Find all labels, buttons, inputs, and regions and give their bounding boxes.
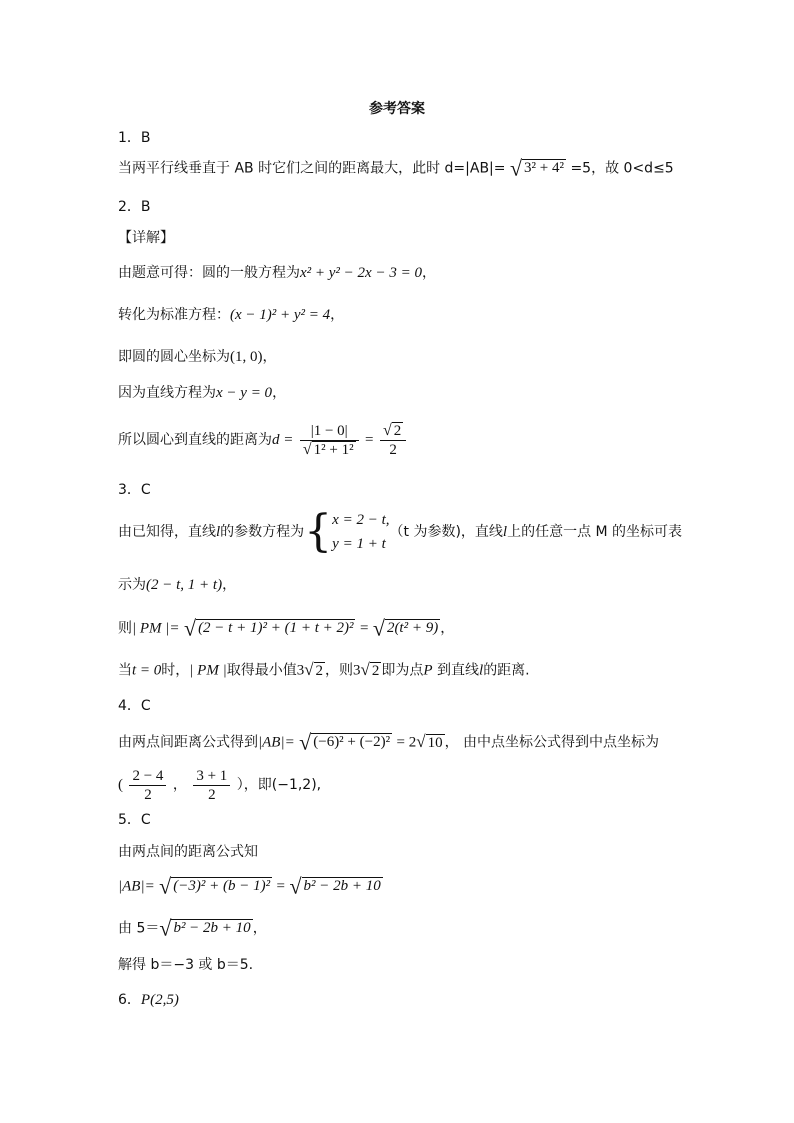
q4-number: 4．C (118, 698, 151, 714)
q2-number: 2．B (118, 199, 151, 215)
q5-line-3: 由 5＝√ b² − 2b + 10 ， (118, 915, 267, 941)
q2-line-1: 由题意可得：圆的一般方程为x² + y² − 2x − 3 = 0， (118, 265, 436, 281)
q3-line-3: 则| PM |= √ (2 − t + 1)² + (1 + t + 2)² = √ 2(t² + 9) ， (118, 615, 455, 641)
q4-line-2: ( $\frac{2 - 4}{2}$ ， $\frac{3 + 1}{2}$ ），即(−1,2), (118, 767, 322, 803)
q3-line-2: 示为(2 − t, 1 + t)， (118, 577, 237, 593)
q4-line-1: 由两点间距离公式得到|AB|= √ (−6)² + (−2)² = 2√ 10 ， 由中点坐标公式得到中点坐标为 (118, 729, 660, 755)
q5-line-4: 解得 b＝−3 或 b＝5. (118, 957, 254, 973)
q5-number: 5．C (118, 812, 151, 828)
q3-line-4: 当t = 0时，| PM |取得最小值3√ 2 ，则3√ 2 即为点P 到直线l的距离. (118, 660, 530, 679)
system-brace: { (304, 506, 333, 557)
q2-line-3: 即圆的圆心坐标为(1, 0)， (118, 349, 277, 365)
q2-detail-header: 【详解】 (118, 230, 174, 246)
q1-result: =5，故 0<d≤5 (570, 160, 674, 177)
q1-number: 1．B (118, 130, 151, 146)
q2-line-4: 因为直线方程为x − y = 0， (118, 385, 287, 401)
q1-sqrt: √ 3² + 4² (509, 155, 564, 181)
q2-distance-fraction: $\frac{|1 - 0|}{\text{√ 1² + 1²}}$ (300, 422, 359, 459)
q5-line-1: 由两点间的距离公式知 (118, 844, 258, 860)
param-system: x = 2 − t, y = 1 + t (332, 512, 390, 552)
q2-line-5: 所以圆心到直线的距离为d = $\frac{|1 - 0|}{\text{√ 1² + 1²}}$ = $\frac{√ 2}{2}$ (118, 418, 408, 462)
q1-solution (118, 155, 674, 181)
q2-result-fraction: $\frac{√ 2}{2}$ (380, 422, 406, 459)
q5-line-2: |AB|= √ (−3)² + (b − 1)² = √ b² − 2b + 10 (118, 873, 381, 899)
q1-text: 当两平行线垂直于 AB 时它们之间的距离最大，此时 d=|AB|= (118, 160, 506, 177)
q6-answer: 6．P(2,5) (118, 992, 179, 1008)
q2-line-2: 转化为标准方程：(x − 1)² + y² = 4， (118, 307, 345, 323)
q3-line-1: 由已知得，直线l的参数方程为{ x = 2 − t, y = 1 + t （t 为参数)，直线l上的任意一点 M 的坐标可表 (118, 506, 683, 557)
q3-number: 3．C (118, 482, 151, 498)
page-title: 参考答案 (369, 101, 425, 117)
